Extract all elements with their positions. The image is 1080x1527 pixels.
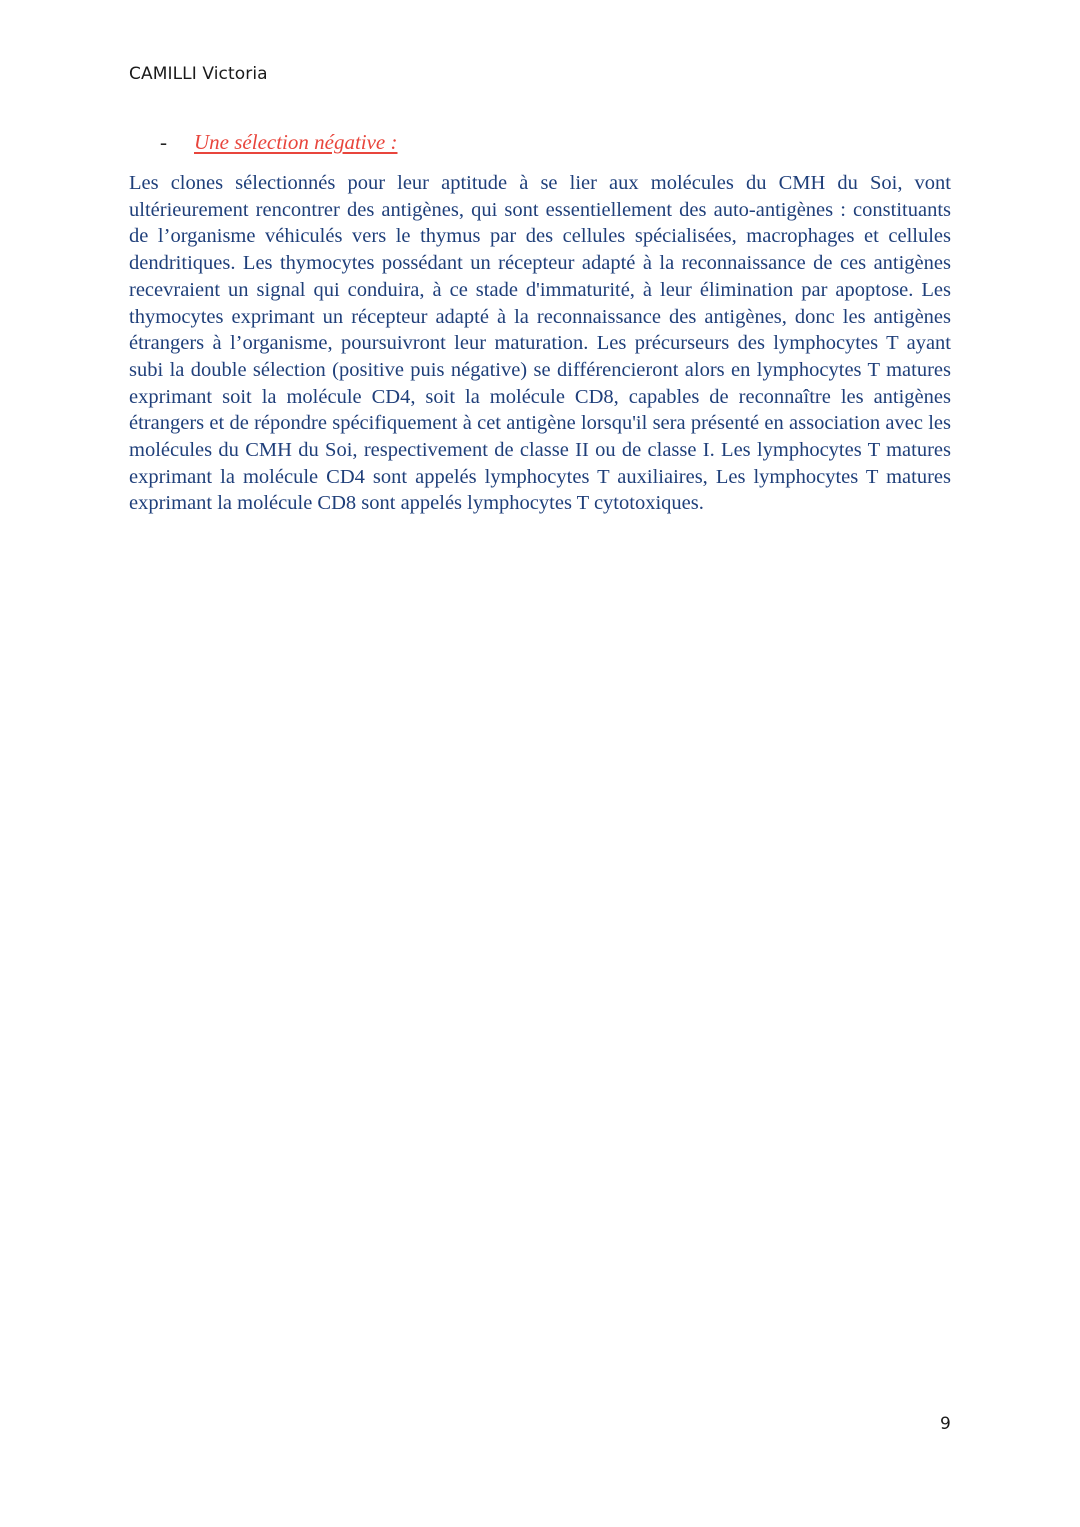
header-author-name: CAMILLI Victoria [129, 64, 268, 84]
page-number: 9 [940, 1414, 951, 1434]
section-heading [160, 129, 398, 155]
body-paragraph: Les clones sélectionnés pour leur aptitude à se lier aux molécules du CMH du Soi, vont ultérieurement rencontrer des antigènes, qui sont essentiellement des auto-antigènes : constituants de l’organisme véhiculés vers le thymus par des cellules spécialisées, macrophages et cellules dendritiques. Les thymocytes possédant un récepteur adapté à la reconnaissance de ces antigènes recevraient un signal qui conduira, à ce stade d'immaturité, à leur élimination par apoptose. Les thymocytes exprimant un récepteur adapté à la reconnaissance des antigènes, donc les antigènes étrangers à l’organisme, poursuivront leur maturation. Les précurseurs des lymphocytes T ayant subi la double sélection (positive puis négative) se différencieront alors en lymphocytes T matures exprimant soit la molécule CD4, soit la molécule CD8, capables de reconnaître les antigènes étrangers et de répondre spécifiquement à cet antigène lorsqu'il sera présenté en association avec les molécules du CMH du Soi, respectivement de classe II ou de classe I. Les lymphocytes T matures exprimant la molécule CD4 sont appelés lymphocytes T auxiliaires, Les lymphocytes T matures exprimant la molécule CD8 sont appelés lymphocytes T cytotoxiques. [129, 172, 951, 515]
heading-bullet: - [160, 130, 167, 154]
heading-text: Une sélection négative : [194, 130, 398, 154]
